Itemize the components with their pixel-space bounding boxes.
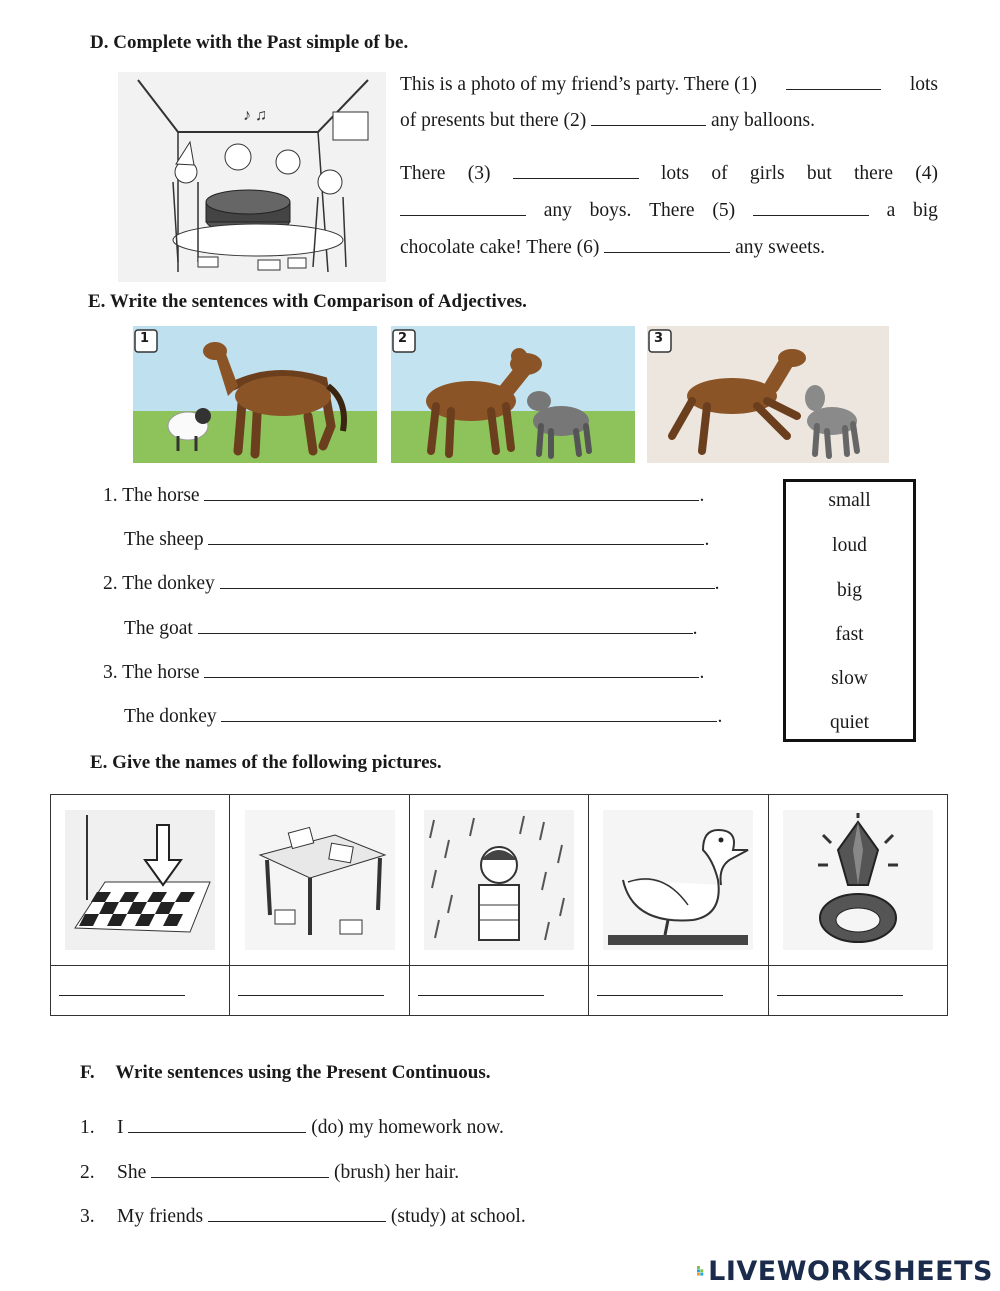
section-d-heading: D. Complete with the Past simple of be. xyxy=(90,32,409,53)
comparison-sentence-5: 3. The horse . xyxy=(103,662,705,683)
section-d-line-2: of presents but there (2) any balloons. xyxy=(400,110,816,131)
comparison-sentence-3: 2. The donkey . xyxy=(103,573,720,594)
comparison-blank-5[interactable] xyxy=(204,662,699,678)
comparison-blank-6[interactable] xyxy=(221,706,717,722)
name-blank-3[interactable] xyxy=(418,980,544,996)
adjective-word-bank xyxy=(783,479,916,742)
continuous-blank-2[interactable] xyxy=(151,1162,329,1178)
present-continuous-item-3: 3. My friends (study) at school. xyxy=(80,1206,526,1227)
blank-1[interactable] xyxy=(786,74,881,90)
adjective-small: small xyxy=(828,490,871,511)
answer-cell-3 xyxy=(409,966,588,1016)
svg-text:♪ ♫: ♪ ♫ xyxy=(243,107,267,124)
comparison-sentence-2: The sheep . xyxy=(124,529,710,550)
horse-donkey-running-picture xyxy=(647,326,889,463)
picture-number-2: 2 xyxy=(398,331,408,346)
comparison-blank-4[interactable] xyxy=(198,618,693,634)
ring-picture xyxy=(783,810,933,950)
section-d-line-1: This is a photo of my friend’s party. There (1) lots xyxy=(400,74,938,95)
liveworksheets-logo xyxy=(697,1257,993,1285)
blank-5[interactable] xyxy=(753,200,869,216)
adjective-loud: loud xyxy=(832,535,867,556)
picture-number-1: 1 xyxy=(140,331,150,346)
picture-cell-ring xyxy=(768,795,947,966)
section-f-heading: F. Write sentences using the Present Continuous. xyxy=(80,1062,491,1083)
horse-sheep-picture xyxy=(133,326,377,463)
picture-row xyxy=(51,795,948,966)
comparison-sentence-6: The donkey . xyxy=(124,706,723,727)
answer-cell-2 xyxy=(230,966,409,1016)
picture-names-table xyxy=(50,794,948,1016)
blank-2[interactable] xyxy=(591,110,706,126)
comparison-blank-1[interactable] xyxy=(204,485,699,501)
adjective-quiet: quiet xyxy=(830,712,869,733)
comparison-sentence-4: The goat . xyxy=(124,618,698,639)
section-e-names-heading: E. Give the names of the following pictures. xyxy=(90,752,442,773)
party-illustration xyxy=(118,72,386,282)
blank-3[interactable] xyxy=(513,163,639,179)
answer-cell-1 xyxy=(51,966,230,1016)
blank-4[interactable] xyxy=(400,200,526,216)
picture-cell-table xyxy=(230,795,409,966)
section-e-comparison-heading: E. Write the sentences with Comparison of Adjectives. xyxy=(88,291,527,312)
answer-row xyxy=(51,966,948,1016)
present-continuous-item-1: 1. I (do) my homework now. xyxy=(80,1117,504,1138)
liveworksheets-cube-icon xyxy=(697,1259,706,1283)
name-blank-5[interactable] xyxy=(777,980,903,996)
floor-arrow-picture xyxy=(65,810,215,950)
answer-cell-4 xyxy=(589,966,768,1016)
comparison-blank-2[interactable] xyxy=(208,529,704,545)
picture-number-3: 3 xyxy=(654,331,664,346)
adjective-big: big xyxy=(837,580,862,601)
liveworksheets-brand-text: LIVEWORKSHEETS xyxy=(708,1255,993,1287)
continuous-blank-1[interactable] xyxy=(128,1117,306,1133)
continuous-blank-3[interactable] xyxy=(208,1206,386,1222)
present-continuous-item-2: 2. She (brush) her hair. xyxy=(80,1162,460,1183)
adjective-slow: slow xyxy=(831,668,868,689)
picture-cell-rain xyxy=(409,795,588,966)
comparison-sentence-1: 1. The horse . xyxy=(103,485,705,506)
name-blank-1[interactable] xyxy=(59,980,185,996)
comparison-blank-3[interactable] xyxy=(220,573,715,589)
donkey-goat-picture xyxy=(391,326,635,463)
section-d-line-4: any boys. There (5) a big xyxy=(400,200,938,237)
rain-boy-picture xyxy=(424,810,574,950)
duck-picture xyxy=(603,810,753,950)
name-blank-4[interactable] xyxy=(597,980,723,996)
table-papers-picture xyxy=(245,810,395,950)
answer-cell-5 xyxy=(768,966,947,1016)
picture-cell-duck xyxy=(589,795,768,966)
section-d-line-3: There (3) lots of girls but there (4) xyxy=(400,163,938,184)
blank-6[interactable] xyxy=(604,237,730,253)
picture-cell-floor xyxy=(51,795,230,966)
section-d-line-5: chocolate cake! There (6) any sweets. xyxy=(400,237,826,258)
name-blank-2[interactable] xyxy=(238,980,384,996)
adjective-fast: fast xyxy=(835,624,864,645)
